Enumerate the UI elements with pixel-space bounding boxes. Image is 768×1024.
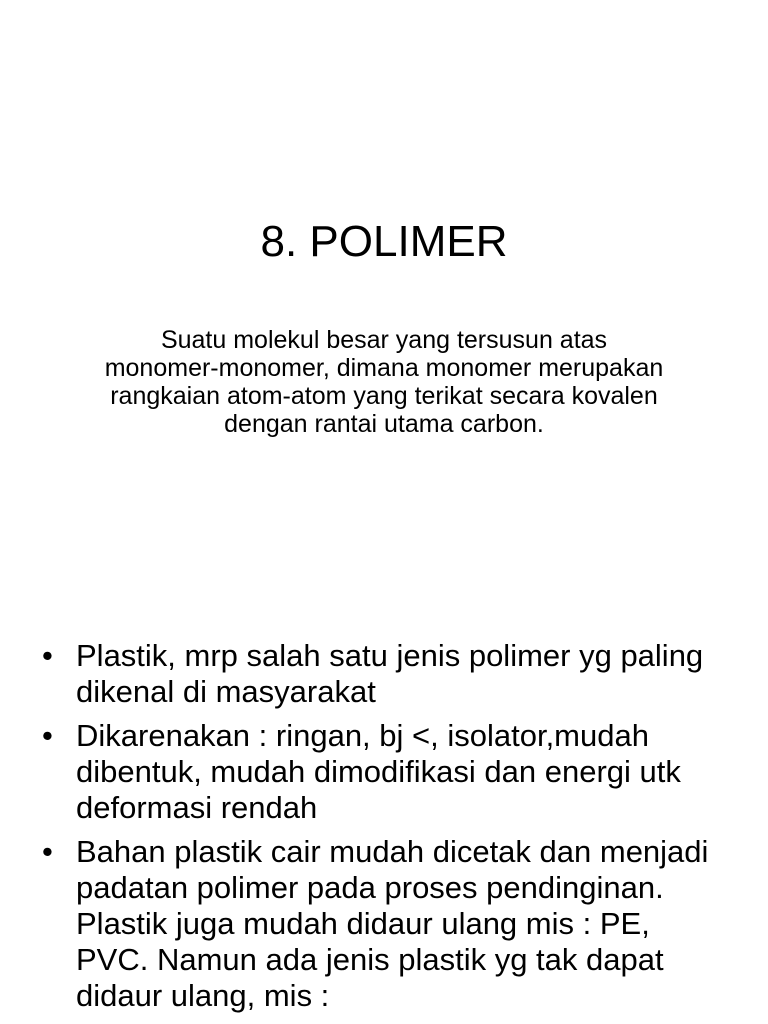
definition-paragraph: Suatu molekul besar yang tersusun atas monomer-monomer, dimana monomer merupakan rangkaian atom-atom yang terikat secara kovalen dengan rantai utama carbon.	[104, 326, 664, 438]
bullet-item-dikarenakan	[40, 718, 730, 826]
bullet-text: Dikarenakan : ringan, bj <, isolator,mudah dibentuk, mudah dimodifikasi dan energi utk deformasi rendah	[76, 718, 681, 825]
bullet-text: Bahan plastik cair mudah dicetak dan menjadi padatan polimer pada proses pendinginan. Plastik juga mudah didaur ulang mis : PE, PVC. Namun ada jenis plastik yg tak dapat didaur ulang, mis :	[76, 834, 709, 1013]
bullet-text: Plastik, mrp salah satu jenis polimer yg paling dikenal di masyarakat	[76, 638, 704, 709]
bullet-dot-icon: •	[42, 718, 53, 753]
bullet-list	[40, 638, 730, 1022]
bullet-item-bahan-plastik	[40, 834, 730, 1014]
bullet-dot-icon: •	[42, 638, 53, 673]
slide-title: 8. POLIMER	[260, 217, 508, 266]
bullet-dot-icon: •	[42, 834, 53, 869]
bullet-item-plastik	[40, 638, 730, 710]
